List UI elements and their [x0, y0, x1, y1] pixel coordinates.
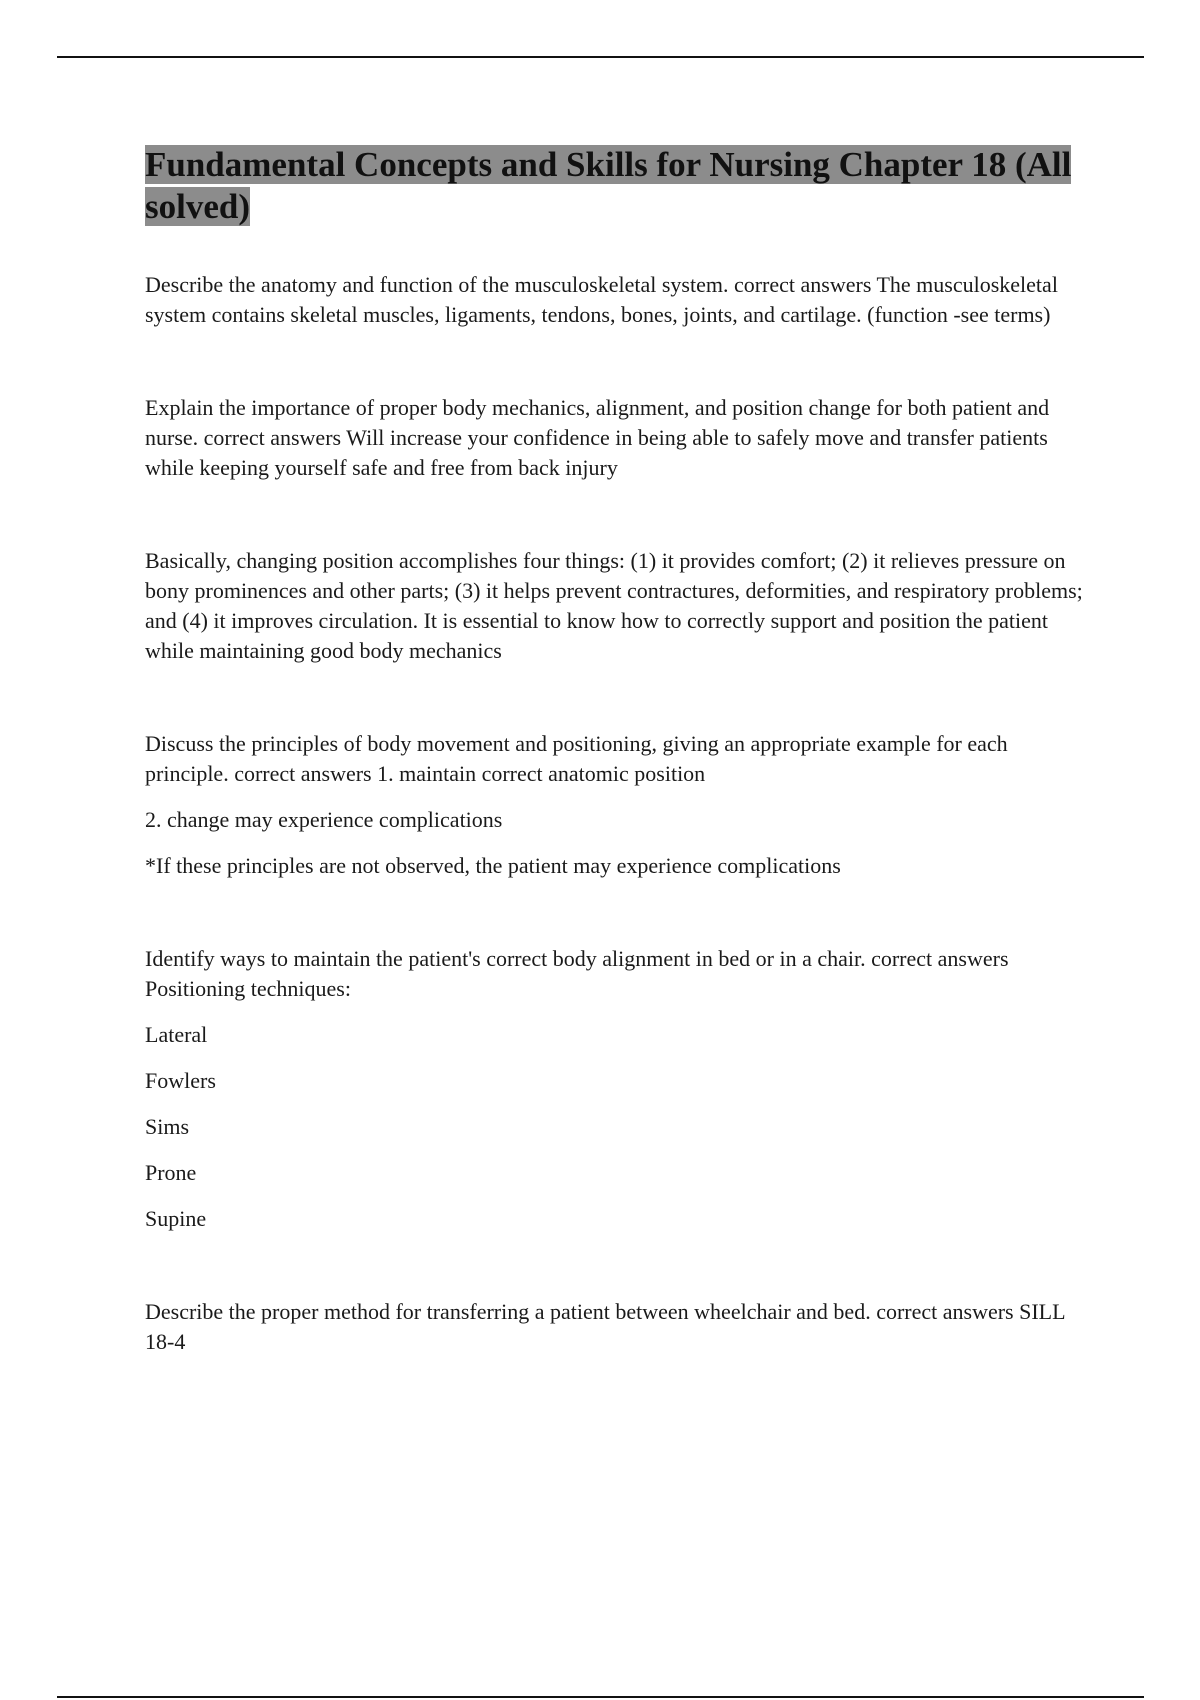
question-body-alignment: Identify ways to maintain the patient's correct body alignment in bed or in a chair. correct answers Positioning techniques: — [145, 946, 1009, 1001]
positioning-technique: Fowlers — [145, 1068, 216, 1093]
bottom-rule — [57, 1696, 1144, 1698]
paragraph-position-change: Basically, changing position accomplishes four things: (1) it provides comfort; (2) it relieves pressure on bony prominences and other parts; (3) it helps prevent contractures, deformities, and respiratory problems; and (4) it improves circulation. It is essential to know how to correctly support and position the patient while maintaining good body mechanics — [145, 548, 1083, 663]
question-body-mechanics: Explain the importance of proper body mechanics, alignment, and position change for both patient and nurse. correct answers Will increase your confidence in being able to safely move and transfer patients while keeping yourself safe and free from back injury — [145, 395, 1050, 480]
positioning-technique: Lateral — [145, 1022, 208, 1047]
answer-line: 2. change may experience complications — [145, 807, 503, 832]
positioning-technique: Sims — [145, 1114, 190, 1139]
question-musculoskeletal: Describe the anatomy and function of the musculoskeletal system. correct answers The musculoskeletal system contains skeletal muscles, ligaments, tendons, bones, joints, and cartilage. (function -see terms) — [145, 272, 1058, 327]
document-title-text: Fundamental Concepts and Skills for Nursing Chapter 18 (All solved) — [145, 145, 1072, 226]
positioning-technique: Prone — [145, 1160, 197, 1185]
positioning-technique: Supine — [145, 1206, 207, 1231]
answer-line: *If these principles are not observed, the patient may experience complications — [145, 853, 841, 878]
document-content — [145, 144, 1085, 1357]
document-title — [145, 144, 1085, 228]
question-body-movement: Discuss the principles of body movement and positioning, giving an appropriate example for each principle. correct answers 1. maintain correct anatomic position — [145, 731, 1008, 786]
question-transfer: Describe the proper method for transferring a patient between wheelchair and bed. correct answers SILL 18-4 — [145, 1299, 1065, 1354]
top-rule — [57, 56, 1144, 58]
